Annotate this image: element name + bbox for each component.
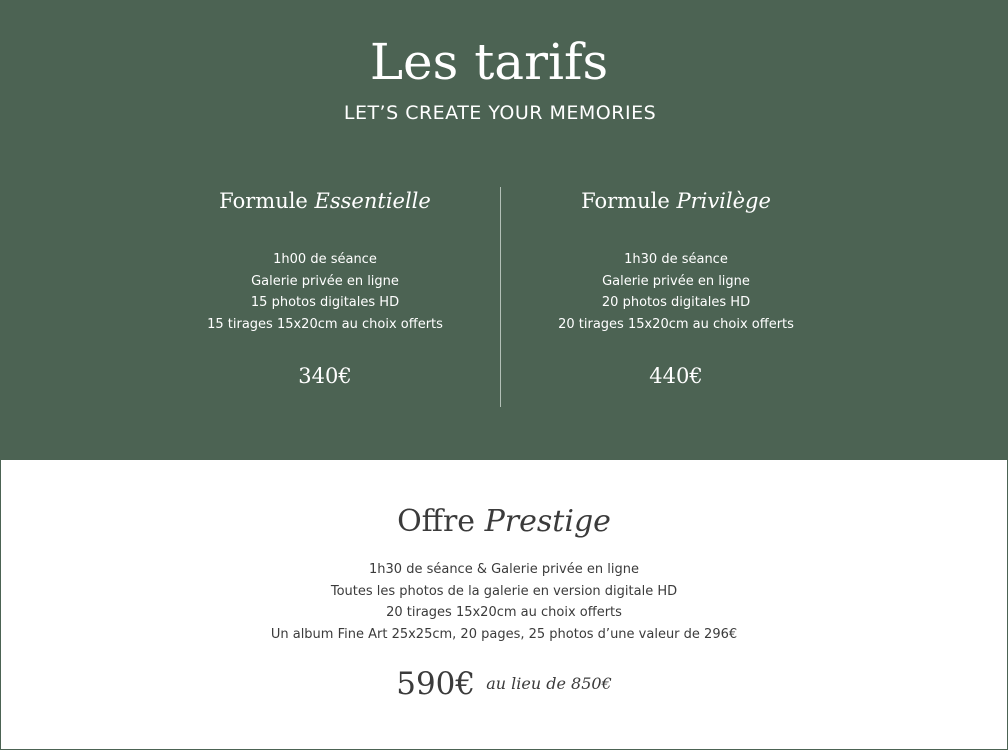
offer-old-price: au lieu de 850€ <box>486 674 612 693</box>
offer-price-row <box>1 662 1007 706</box>
plan-feature: 15 tirages 15x20cm au choix offerts <box>207 316 443 332</box>
offer-feature: 20 tirages 15x20cm au choix offerts <box>386 605 622 620</box>
offer-feature: Un album Fine Art 25x25cm, 20 pages, 25 photos d’une valeur de 296€ <box>270 626 738 642</box>
plan-title-prefix: Formule <box>219 189 308 213</box>
offer-prestige-panel <box>0 460 1008 750</box>
plan-feature: Galerie privée en ligne <box>251 273 399 289</box>
plan-feature: 20 tirages 15x20cm au choix offerts <box>558 316 794 332</box>
page-subtitle: LET’S CREATE YOUR MEMORIES <box>343 102 657 124</box>
plan-privilege <box>511 186 841 388</box>
plan-feature: 1h00 de séance <box>273 252 377 267</box>
plan-title-prefix: Formule <box>581 189 670 213</box>
plan-feature: 1h30 de séance <box>624 252 728 267</box>
plan-features <box>511 249 841 335</box>
offer-price: 590€ <box>396 666 476 702</box>
offer-title-prefix: Offre <box>397 504 476 539</box>
offer-feature: 1h30 de séance & Galerie privée en ligne <box>369 562 639 577</box>
plan-price: 440€ <box>649 364 703 388</box>
plan-title-name: Privilège <box>676 189 771 213</box>
plan-feature: 20 photos digitales HD <box>601 295 751 310</box>
plan-price: 340€ <box>298 364 352 388</box>
plan-title <box>511 186 841 216</box>
plan-divider <box>500 187 501 407</box>
plan-essentielle <box>160 186 490 388</box>
offer-title-name: Prestige <box>484 504 611 539</box>
plan-title-name: Essentielle <box>314 189 431 213</box>
offer-title <box>1 500 1007 544</box>
plan-features <box>160 249 490 335</box>
plan-title <box>160 186 490 216</box>
offer-feature: Toutes les photos de la galerie en version digitale HD <box>330 583 678 599</box>
page-title: Les tarifs <box>369 33 609 91</box>
offer-features <box>1 559 1007 645</box>
plan-feature: 15 photos digitales HD <box>250 295 400 310</box>
plan-feature: Galerie privée en ligne <box>602 273 750 289</box>
